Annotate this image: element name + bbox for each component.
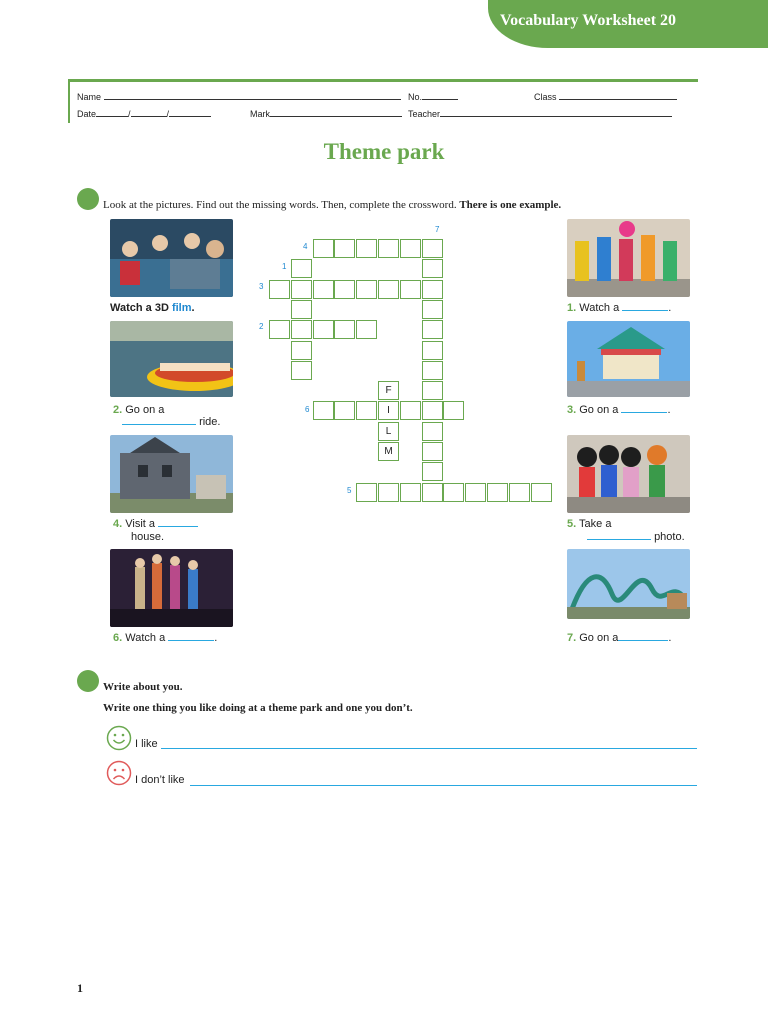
crossword-cell[interactable] (291, 361, 312, 380)
caption-4-text: Visit a (125, 518, 156, 530)
clue-number: 6 (305, 405, 310, 414)
instruction-text: Look at the pictures. Find out the missing words. Then, complete the crossword. (103, 199, 457, 211)
crossword-letter[interactable]: L (378, 422, 399, 441)
crossword-cell[interactable] (422, 239, 443, 258)
crossword-cell[interactable] (400, 401, 421, 420)
no-label: No. (408, 92, 423, 102)
teacher-label: Teacher (408, 109, 441, 119)
class-label: Class (534, 92, 557, 102)
crossword-cell[interactable] (313, 401, 334, 420)
caption-6-after: . (214, 632, 218, 644)
crossword-cell[interactable] (334, 280, 355, 299)
caption-6-text: Watch a (125, 632, 166, 644)
crossword-cell[interactable] (422, 259, 443, 278)
name-label: Name (77, 92, 102, 102)
clue-number: 3 (259, 282, 264, 291)
crossword-cell[interactable] (356, 401, 377, 420)
caption-5-text: Take a (579, 518, 612, 530)
clue-number: 5 (347, 486, 352, 495)
crossword-cell[interactable] (313, 320, 334, 339)
section2-instruction: Write one thing you like doing at a theme park and one you don’t. (103, 702, 413, 714)
instruction-bold: There is one example. (459, 199, 562, 211)
crossword-cell[interactable] (356, 483, 377, 502)
crossword-cell[interactable] (269, 280, 290, 299)
crossword-cell[interactable] (334, 239, 355, 258)
clue-number: 2 (259, 322, 264, 331)
crossword-letter[interactable]: I (378, 401, 399, 420)
crossword-cell[interactable] (509, 483, 530, 502)
caption-2-after: ride. (199, 416, 221, 428)
dislike-answer-line[interactable] (190, 785, 697, 786)
page-title: Theme park (323, 139, 445, 164)
clue-number: 1 (282, 262, 287, 271)
date-sep-1: / (128, 109, 131, 119)
crossword-cell[interactable] (422, 462, 443, 481)
example-word: film (171, 302, 192, 314)
crossword-cell[interactable] (356, 239, 377, 258)
section2-heading: Write about you. (103, 681, 183, 693)
example-suffix: . (191, 302, 195, 314)
crossword-cell[interactable] (269, 320, 290, 339)
caption-7-after: . (668, 632, 672, 644)
crossword-cell[interactable] (422, 361, 443, 380)
crossword-cell[interactable] (422, 442, 443, 461)
worksheet-title: Vocabulary Worksheet 20 (500, 12, 677, 29)
crossword-cell[interactable] (422, 341, 443, 360)
crossword-cell[interactable] (487, 483, 508, 502)
crossword-cell[interactable] (291, 320, 312, 339)
page-number: 1 (77, 981, 83, 995)
caption-5-num: 5. (567, 518, 577, 530)
caption-7-num: 7. (567, 632, 577, 644)
crossword-cell[interactable] (531, 483, 552, 502)
crossword-cell[interactable] (356, 280, 377, 299)
crossword-cell[interactable] (313, 280, 334, 299)
crossword-cell[interactable] (291, 341, 312, 360)
like-label: I like (135, 738, 158, 750)
crossword-cell[interactable] (422, 280, 443, 299)
crossword-letter[interactable]: M (378, 442, 399, 461)
crossword-cell[interactable] (422, 483, 443, 502)
crossword-cell[interactable] (422, 401, 443, 420)
crossword-cell[interactable] (465, 483, 486, 502)
clue-number: 4 (303, 242, 308, 251)
like-answer-line[interactable] (161, 748, 697, 749)
crossword-cell[interactable] (443, 483, 464, 502)
caption-3-text: Go on a (579, 404, 619, 416)
crossword-cell[interactable] (334, 320, 355, 339)
caption-1-num: 1. (567, 302, 577, 314)
clue-number: 7 (435, 225, 440, 234)
dislike-label: I don’t like (135, 774, 185, 786)
crossword-cell[interactable] (291, 300, 312, 319)
caption-4-after: house. (131, 531, 165, 543)
caption-7-text: Go on a (579, 632, 619, 644)
example-prefix: Watch a 3D (110, 302, 172, 314)
crossword-cell[interactable] (422, 381, 443, 400)
frown-icon (106, 760, 132, 791)
caption-3-after: . (667, 404, 671, 416)
caption-3-num: 3. (567, 404, 577, 416)
crossword-cell[interactable] (291, 259, 312, 278)
date-sep-2: / (166, 109, 170, 119)
crossword-letter[interactable]: F (378, 381, 399, 400)
crossword-cell[interactable] (422, 300, 443, 319)
date-label: Date (77, 109, 97, 119)
crossword-cell[interactable] (291, 280, 312, 299)
mark-label: Mark (250, 109, 270, 119)
caption-1-after: . (668, 302, 672, 314)
section2-bullet (77, 670, 99, 692)
caption-1-text: Watch a (579, 302, 620, 314)
caption-5-after: photo. (654, 531, 685, 543)
crossword-cell[interactable] (378, 483, 399, 502)
crossword-cell[interactable] (400, 239, 421, 258)
caption-6-num: 6. (113, 632, 123, 644)
crossword-cell[interactable] (422, 422, 443, 441)
caption-2-text: Go on a (125, 404, 165, 416)
crossword-cell[interactable] (400, 483, 421, 502)
caption-2-num: 2. (113, 404, 123, 416)
crossword-cell[interactable] (334, 401, 355, 420)
crossword-cell[interactable] (422, 320, 443, 339)
crossword-cell[interactable] (378, 239, 399, 258)
crossword-cell[interactable] (356, 320, 377, 339)
caption-4-num: 4. (113, 518, 123, 530)
crossword-cell[interactable] (378, 280, 399, 299)
crossword-cell[interactable] (400, 280, 421, 299)
smile-icon (106, 725, 132, 756)
crossword-cell[interactable] (443, 401, 464, 420)
crossword-cell[interactable] (313, 239, 334, 258)
